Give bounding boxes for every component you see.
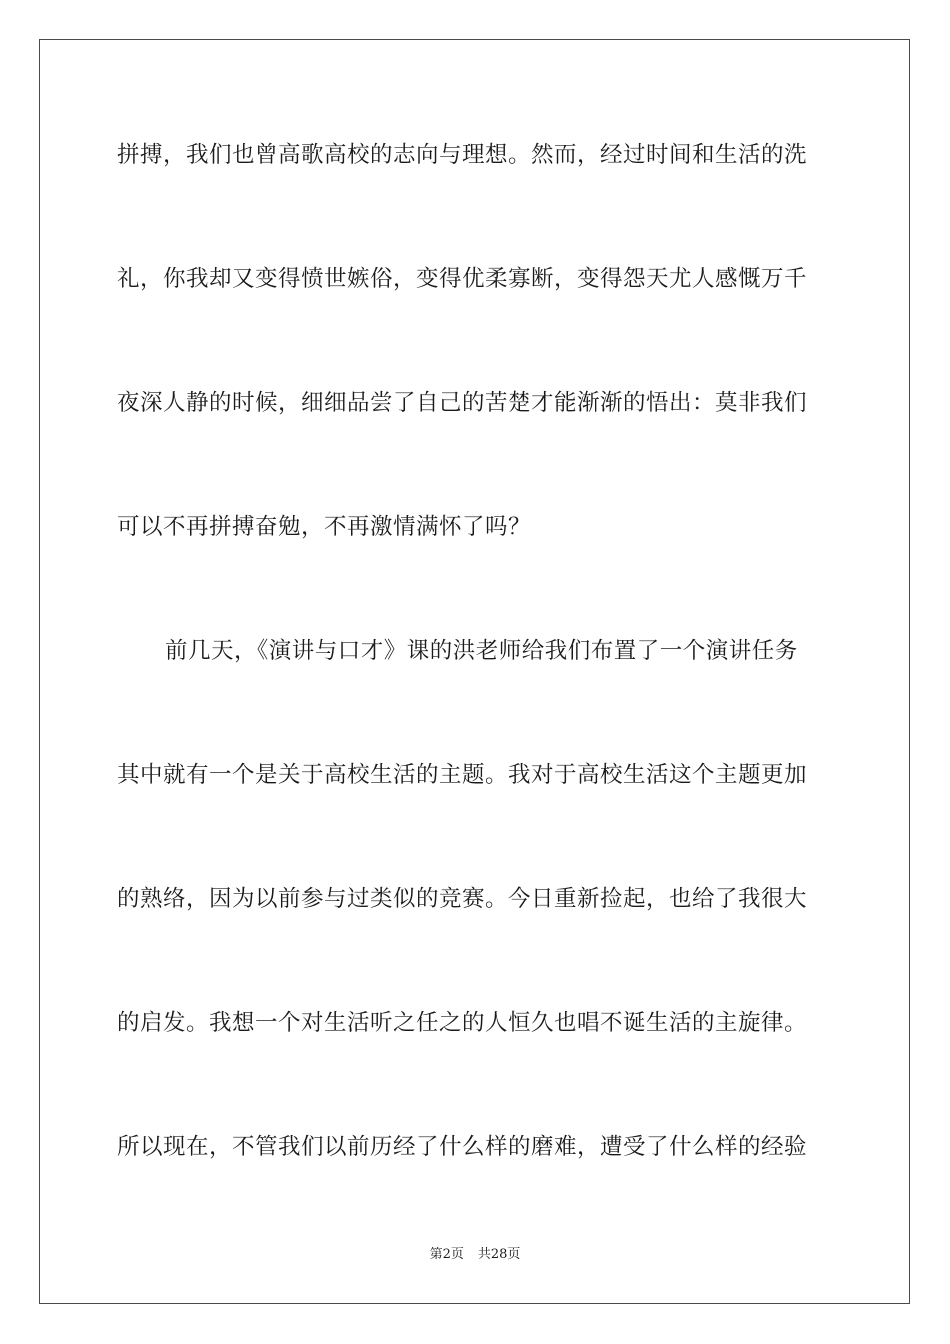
page-border [39, 39, 910, 1304]
body-text-line: 的启发。我想一个对生活听之任之的人恒久也唱不诞生活的主旋律。 [117, 1010, 808, 1036]
body-text-line: 拼搏，我们也曾高歌高校的志向与理想。然而，经过时间和生活的洗 [117, 142, 808, 168]
body-text-line: 礼，你我却又变得愤世嫉俗，变得优柔寡断，变得怨天尤人感慨万千 [117, 266, 808, 292]
body-text-line: 其中就有一个是关于高校生活的主题。我对于高校生活这个主题更加 [117, 762, 808, 788]
paragraph-start-line: 前几天，《演讲与口才》课的洪老师给我们布置了一个演讲任务 [165, 638, 798, 664]
body-text-line: 所以现在，不管我们以前历经了什么样的磨难，遭受了什么样的经验 [117, 1134, 808, 1160]
page-footer [0, 1246, 950, 1264]
body-text-line: 可以不再拼搏奋勉，不再激情满怀了吗？ [117, 514, 532, 540]
current-page-number: 第2页 [429, 1247, 464, 1262]
body-text-line: 的熟络，因为以前参与过类似的竞赛。今日重新捡起，也给了我很大 [117, 886, 808, 912]
total-page-count: 共28页 [477, 1247, 521, 1262]
body-text-line: 夜深人静的时候，细细品尝了自己的苦楚才能渐渐的悟出：莫非我们 [117, 390, 808, 416]
